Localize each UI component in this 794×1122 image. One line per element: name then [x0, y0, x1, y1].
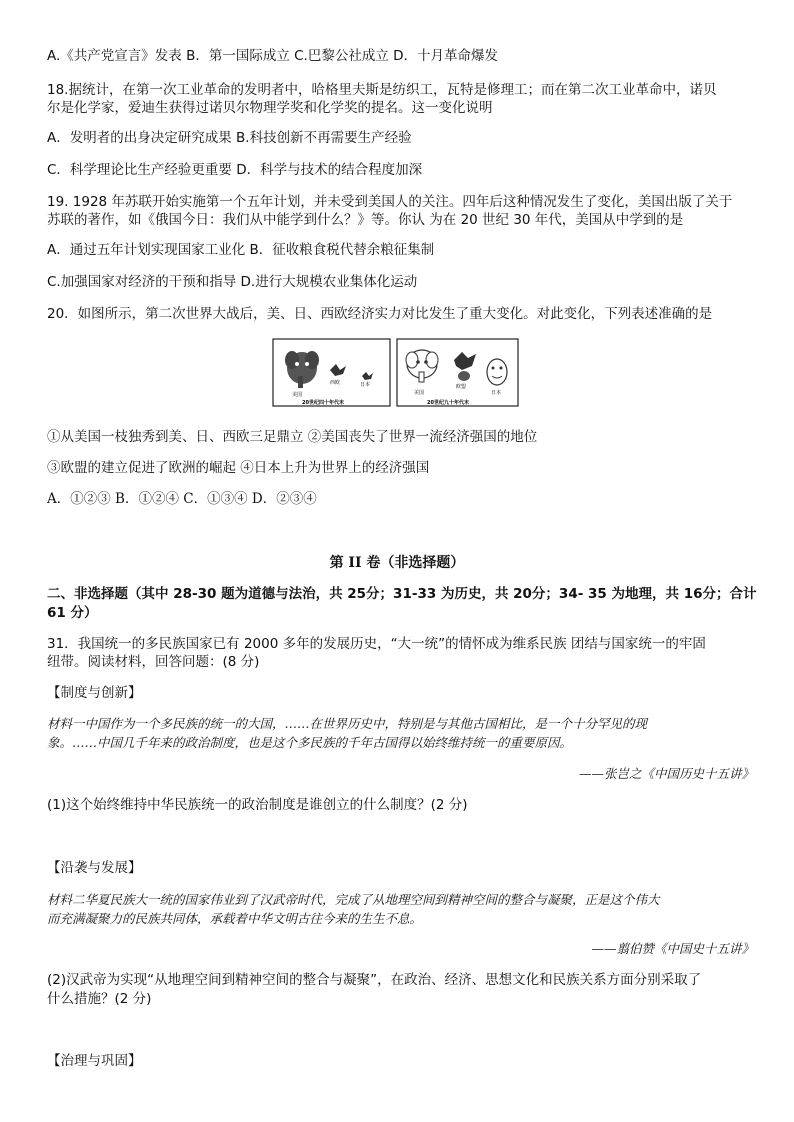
figure-japan-grown — [487, 359, 507, 385]
cartoon-caption-left: 20世纪四十年代末 — [302, 400, 344, 406]
material-2-line-2: 而充满凝聚力的民族共同体，承载着中华文明古往今来的生生不息。 — [47, 911, 423, 926]
question-20-options: A．①②③ B．①②④ C．①③④ D．②③④ — [47, 491, 317, 507]
sub-question-1: (1)这个始终维持中华民族统一的政治制度是谁创立的什么制度？(2 分) — [47, 797, 468, 813]
question-19-stem-cont: 苏联的著作，如《俄国今日：我们从中能学到什么？》等。你认 为在 20 世纪 30 年代，美国从中学到的是 — [47, 212, 684, 228]
cartoon-label-us-right: 美国 — [414, 390, 425, 396]
material-2-line-1: 材料二华夏民族大一统的国家伟业到了汉武帝时代，完成了从地理空间到精神空间的整合与凝聚，正是这个伟大 — [47, 892, 660, 907]
material-1-line-1: 材料一中国作为一个多民族的统一的大国，……在世界历史中，特别是与其他古国相比，是一个十分罕见的现 — [47, 716, 648, 731]
cartoon-label-jp-left: 日本 — [360, 382, 371, 388]
material-1-line-2: 象。……中国几千年来的政治制度，也是这个多民族的千年古国得以始终维持统一的重要原因。 — [47, 735, 573, 750]
heading-governance-consolidation: 【治理与巩固】 — [47, 1053, 142, 1069]
material-1-source: ——张岂之《中国历史十五讲》 — [578, 766, 754, 781]
question-31-stem-cont: 纽带。阅读材料，回答问题：(8 分) — [47, 654, 260, 670]
sub-question-2: (2)汉武帝为实现“从地理空间到精神空间的整合与凝聚”，在政治、经济、思想文化和民族关系方面分别采取了 — [47, 972, 702, 988]
question-17-options: A.《共产党宣言》发表 B．第一国际成立 C.巴黎公社成立 D．十月革命爆发 — [47, 48, 499, 64]
question-19-options-cd: C.加强国家对经济的干预和指导 D.进行大规模农业集体化运动 — [47, 274, 418, 290]
heading-system-innovation: 【制度与创新】 — [47, 685, 142, 701]
cartoon-label-eu-right: 欧盟 — [456, 384, 467, 390]
material-2-source: ——翦伯赞《中国史十五讲》 — [591, 941, 754, 956]
cartoon-label-jp-right: 日本 — [491, 390, 502, 396]
question-20-item-3-4: ③欧盟的建立促进了欧洲的崛起 ④日本上升为世界上的经济强国 — [47, 460, 430, 476]
question-31-stem: 31．我国统一的多民族国家已有 2000 多年的发展历史，“大一统”的情怀成为维系民族 团结与国家统一的牢固 — [47, 636, 706, 652]
section-title: 第 II 卷（非选择题） — [329, 555, 465, 571]
question-19-options-ab: A．通过五年计划实现国家工业化 B．征收粮食税代替余粮征集制 — [47, 242, 435, 258]
cartoon-label-us-left: 美国 — [292, 392, 303, 398]
question-20-stem: 20．如图所示，第二次世界大战后，美、日、西欧经济实力对比发生了重大变化。对此变化，下列表述准确的是 — [47, 306, 713, 322]
question-18-options-ab: A．发明者的出身决定研究成果 B.科技创新不再需要生产经验 — [47, 130, 412, 146]
cartoon-label-we-left: 西欧 — [330, 380, 341, 386]
heading-inheritance-development: 【沿袭与发展】 — [47, 860, 142, 876]
question-18-stem: 18.据统计，在第一次工业革命的发明者中，哈格里夫斯是纺织工，瓦特是修理工；而在第二次工业革命中，诺贝 — [47, 82, 717, 98]
section-description: 二、非选择题（其中 28-30 题为道德与法治，共 25分；31-33 为历史，共 20分；34- 35 为地理，共 16分；合计 — [47, 586, 757, 602]
question-19-stem: 19. 1928 年苏联开始实施第一个五年计划，并未受到美国人的关注。四年后这种情况发生了变化，美国出版了关于 — [47, 194, 733, 210]
cartoon-caption-right: 20世纪九十年代末 — [427, 400, 469, 406]
section-description-cont: 61 分） — [47, 605, 98, 621]
question-18-stem-cont: 尔是化学家，爱迪生获得过诺贝尔物理学奖和化学奖的提名。这一变化说明 — [47, 100, 493, 116]
sub-question-2-cont: 什么措施？(2 分) — [47, 991, 152, 1007]
question-20-item-1-2: ①从美国一枝独秀到美、日、西欧三足鼎立 ②美国丧失了世界一流经济强国的地位 — [47, 429, 538, 445]
economic-power-cartoon — [272, 338, 519, 408]
question-18-options-cd: C．科学理论比生产经验更重要 D．科学与技术的结合程度加深 — [47, 162, 423, 178]
